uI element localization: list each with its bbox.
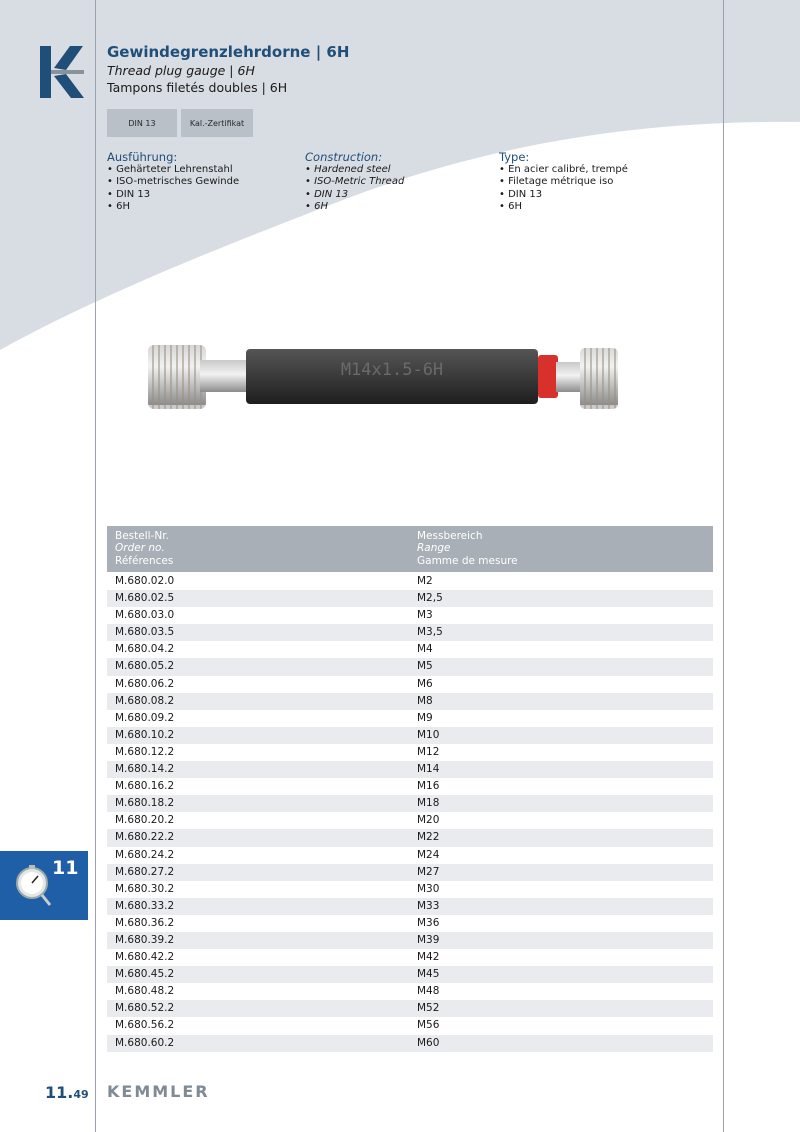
- spec-column-en: [305, 151, 404, 213]
- order-number-cell: M.680.16.2: [115, 780, 175, 793]
- range-cell: M22: [417, 831, 440, 844]
- spec-item: • ISO-Metric Thread: [305, 176, 404, 188]
- order-number-cell: M.680.02.5: [115, 592, 175, 605]
- order-number-cell: M.680.52.2: [115, 1002, 175, 1015]
- order-number-cell: M.680.20.2: [115, 814, 175, 827]
- order-number-cell: M.680.09.2: [115, 711, 175, 724]
- table-row: [107, 949, 713, 966]
- range-cell: M45: [417, 968, 440, 981]
- right-margin-line: [723, 0, 724, 1132]
- table-row: [107, 812, 713, 829]
- brand-wordmark: KEMMLER: [107, 1082, 210, 1101]
- spec-item: • DIN 13: [499, 189, 628, 201]
- table-header-range: [417, 530, 518, 567]
- order-number-cell: M.680.27.2: [115, 865, 175, 878]
- range-cell: M10: [417, 728, 440, 741]
- table-row: [107, 983, 713, 1000]
- order-number-cell: M.680.03.5: [115, 626, 175, 639]
- page-subtitle-en: Thread plug gauge | 6H: [107, 63, 255, 78]
- order-number-cell: M.680.45.2: [115, 968, 175, 981]
- range-cell: M2: [417, 575, 433, 587]
- order-number-cell: M.680.18.2: [115, 797, 175, 810]
- range-cell: M24: [417, 848, 440, 861]
- spec-item: • Hardened steel: [305, 164, 404, 176]
- order-number-cell: M.680.08.2: [115, 694, 175, 707]
- spec-item: • 6H: [305, 201, 404, 213]
- gauge-marking: M14x1.5-6H: [340, 360, 444, 380]
- page-title: Gewindegrenzlehrdorne | 6H: [107, 43, 350, 61]
- spec-item: • Gehärteter Lehrenstahl: [107, 164, 239, 176]
- order-number-cell: M.680.06.2: [115, 677, 175, 690]
- order-number-cell: M.680.22.2: [115, 831, 175, 844]
- table-row: [107, 658, 713, 675]
- badge-din: DIN 13: [107, 109, 177, 137]
- header-line-fr: Gamme de mesure: [417, 554, 518, 567]
- table-row: [107, 590, 713, 607]
- order-number-cell: M.680.30.2: [115, 882, 175, 895]
- order-number-cell: M.680.14.2: [115, 763, 175, 776]
- table-header-order-no: [115, 530, 173, 567]
- range-cell: M5: [417, 660, 433, 673]
- range-cell: M30: [417, 882, 440, 895]
- order-number-cell: M.680.42.2: [115, 951, 175, 964]
- table-row: [107, 761, 713, 778]
- table-row: [107, 898, 713, 915]
- order-number-cell: M.680.60.2: [115, 1036, 175, 1049]
- header-line-de: Messbereich: [417, 530, 483, 542]
- table-row: [107, 573, 713, 590]
- table-row: [107, 829, 713, 846]
- page-subtitle-fr: Tampons filetés doubles | 6H: [107, 80, 288, 95]
- page-number: [45, 1083, 89, 1102]
- range-cell: M14: [417, 763, 440, 776]
- chapter-number: 11: [52, 857, 79, 879]
- spec-heading-de: Ausführung:: [107, 150, 178, 164]
- chapter-tab: [0, 851, 88, 920]
- range-cell: M36: [417, 916, 440, 929]
- header-line-en: Order no.: [115, 542, 165, 555]
- table-row: [107, 847, 713, 864]
- table-row: [107, 1017, 713, 1034]
- spec-column-fr: [499, 151, 628, 213]
- badge-calibration: Kal.-Zertifikat: [181, 109, 253, 137]
- left-margin-line: [95, 0, 96, 1132]
- header-line-fr: Références: [115, 554, 174, 567]
- order-number-cell: M.680.12.2: [115, 745, 175, 758]
- range-cell: M9: [417, 711, 433, 724]
- order-number-cell: M.680.39.2: [115, 933, 175, 946]
- dial-gauge-icon: [14, 865, 54, 907]
- thread-plug-gauge-image: [140, 335, 630, 420]
- kemmler-logo: [40, 46, 84, 98]
- spec-item: • 6H: [107, 201, 239, 213]
- table-row: [107, 795, 713, 812]
- table-row: [107, 881, 713, 898]
- order-number-cell: M.680.10.2: [115, 728, 175, 741]
- range-cell: M6: [417, 677, 433, 690]
- table-row: [107, 744, 713, 761]
- spec-item: • Filetage métrique iso: [499, 176, 628, 188]
- spec-item: • ISO-metrisches Gewinde: [107, 176, 239, 188]
- range-cell: M4: [417, 643, 433, 656]
- order-number-cell: M.680.24.2: [115, 848, 175, 861]
- table-row: [107, 710, 713, 727]
- table-row: [107, 864, 713, 881]
- spec-heading-en: Construction:: [305, 150, 383, 164]
- table-row: [107, 932, 713, 949]
- table-row: [107, 727, 713, 744]
- range-cell: M33: [417, 899, 440, 912]
- range-cell: M42: [417, 951, 440, 964]
- range-cell: M27: [417, 865, 440, 878]
- header-line-en: Range: [417, 542, 451, 555]
- range-cell: M20: [417, 814, 440, 827]
- spec-column-de: [107, 151, 239, 213]
- range-cell: M60: [417, 1036, 440, 1049]
- spec-item: • DIN 13: [107, 189, 239, 201]
- order-number-cell: M.680.56.2: [115, 1019, 175, 1032]
- order-number-cell: M.680.05.2: [115, 660, 175, 673]
- spec-item: • En acier calibré, trempé: [499, 164, 628, 176]
- range-cell: M48: [417, 985, 440, 998]
- range-cell: M56: [417, 1019, 440, 1032]
- range-cell: M2,5: [417, 592, 443, 605]
- table-row: [107, 778, 713, 795]
- table-row: [107, 607, 713, 624]
- page-number-major: 11.: [45, 1083, 74, 1102]
- range-cell: M3: [417, 609, 433, 622]
- range-cell: M3,5: [417, 626, 443, 639]
- range-cell: M39: [417, 933, 440, 946]
- table-body: [107, 573, 713, 1052]
- table-row: [107, 693, 713, 710]
- range-cell: M12: [417, 745, 440, 758]
- table-row: [107, 624, 713, 641]
- range-cell: M16: [417, 780, 440, 793]
- range-cell: M52: [417, 1002, 440, 1015]
- table-row: [107, 966, 713, 983]
- order-number-cell: M.680.02.0: [115, 575, 175, 587]
- order-number-cell: M.680.03.0: [115, 609, 175, 622]
- spec-item: • DIN 13: [305, 189, 404, 201]
- order-number-cell: M.680.36.2: [115, 916, 175, 929]
- range-cell: M18: [417, 797, 440, 810]
- table-row: [107, 915, 713, 932]
- table-row: [107, 641, 713, 658]
- range-cell: M8: [417, 694, 433, 707]
- header-line-de: Bestell-Nr.: [115, 530, 169, 542]
- spec-heading-fr: Type:: [499, 150, 530, 164]
- table-row: [107, 1000, 713, 1017]
- order-number-cell: M.680.04.2: [115, 643, 175, 656]
- table-header: [107, 526, 713, 572]
- table-row: [107, 676, 713, 693]
- order-number-cell: M.680.33.2: [115, 899, 175, 912]
- table-row: [107, 1035, 713, 1052]
- order-number-cell: M.680.48.2: [115, 985, 175, 998]
- spec-item: • 6H: [499, 201, 628, 213]
- page-number-minor: 49: [73, 1088, 89, 1101]
